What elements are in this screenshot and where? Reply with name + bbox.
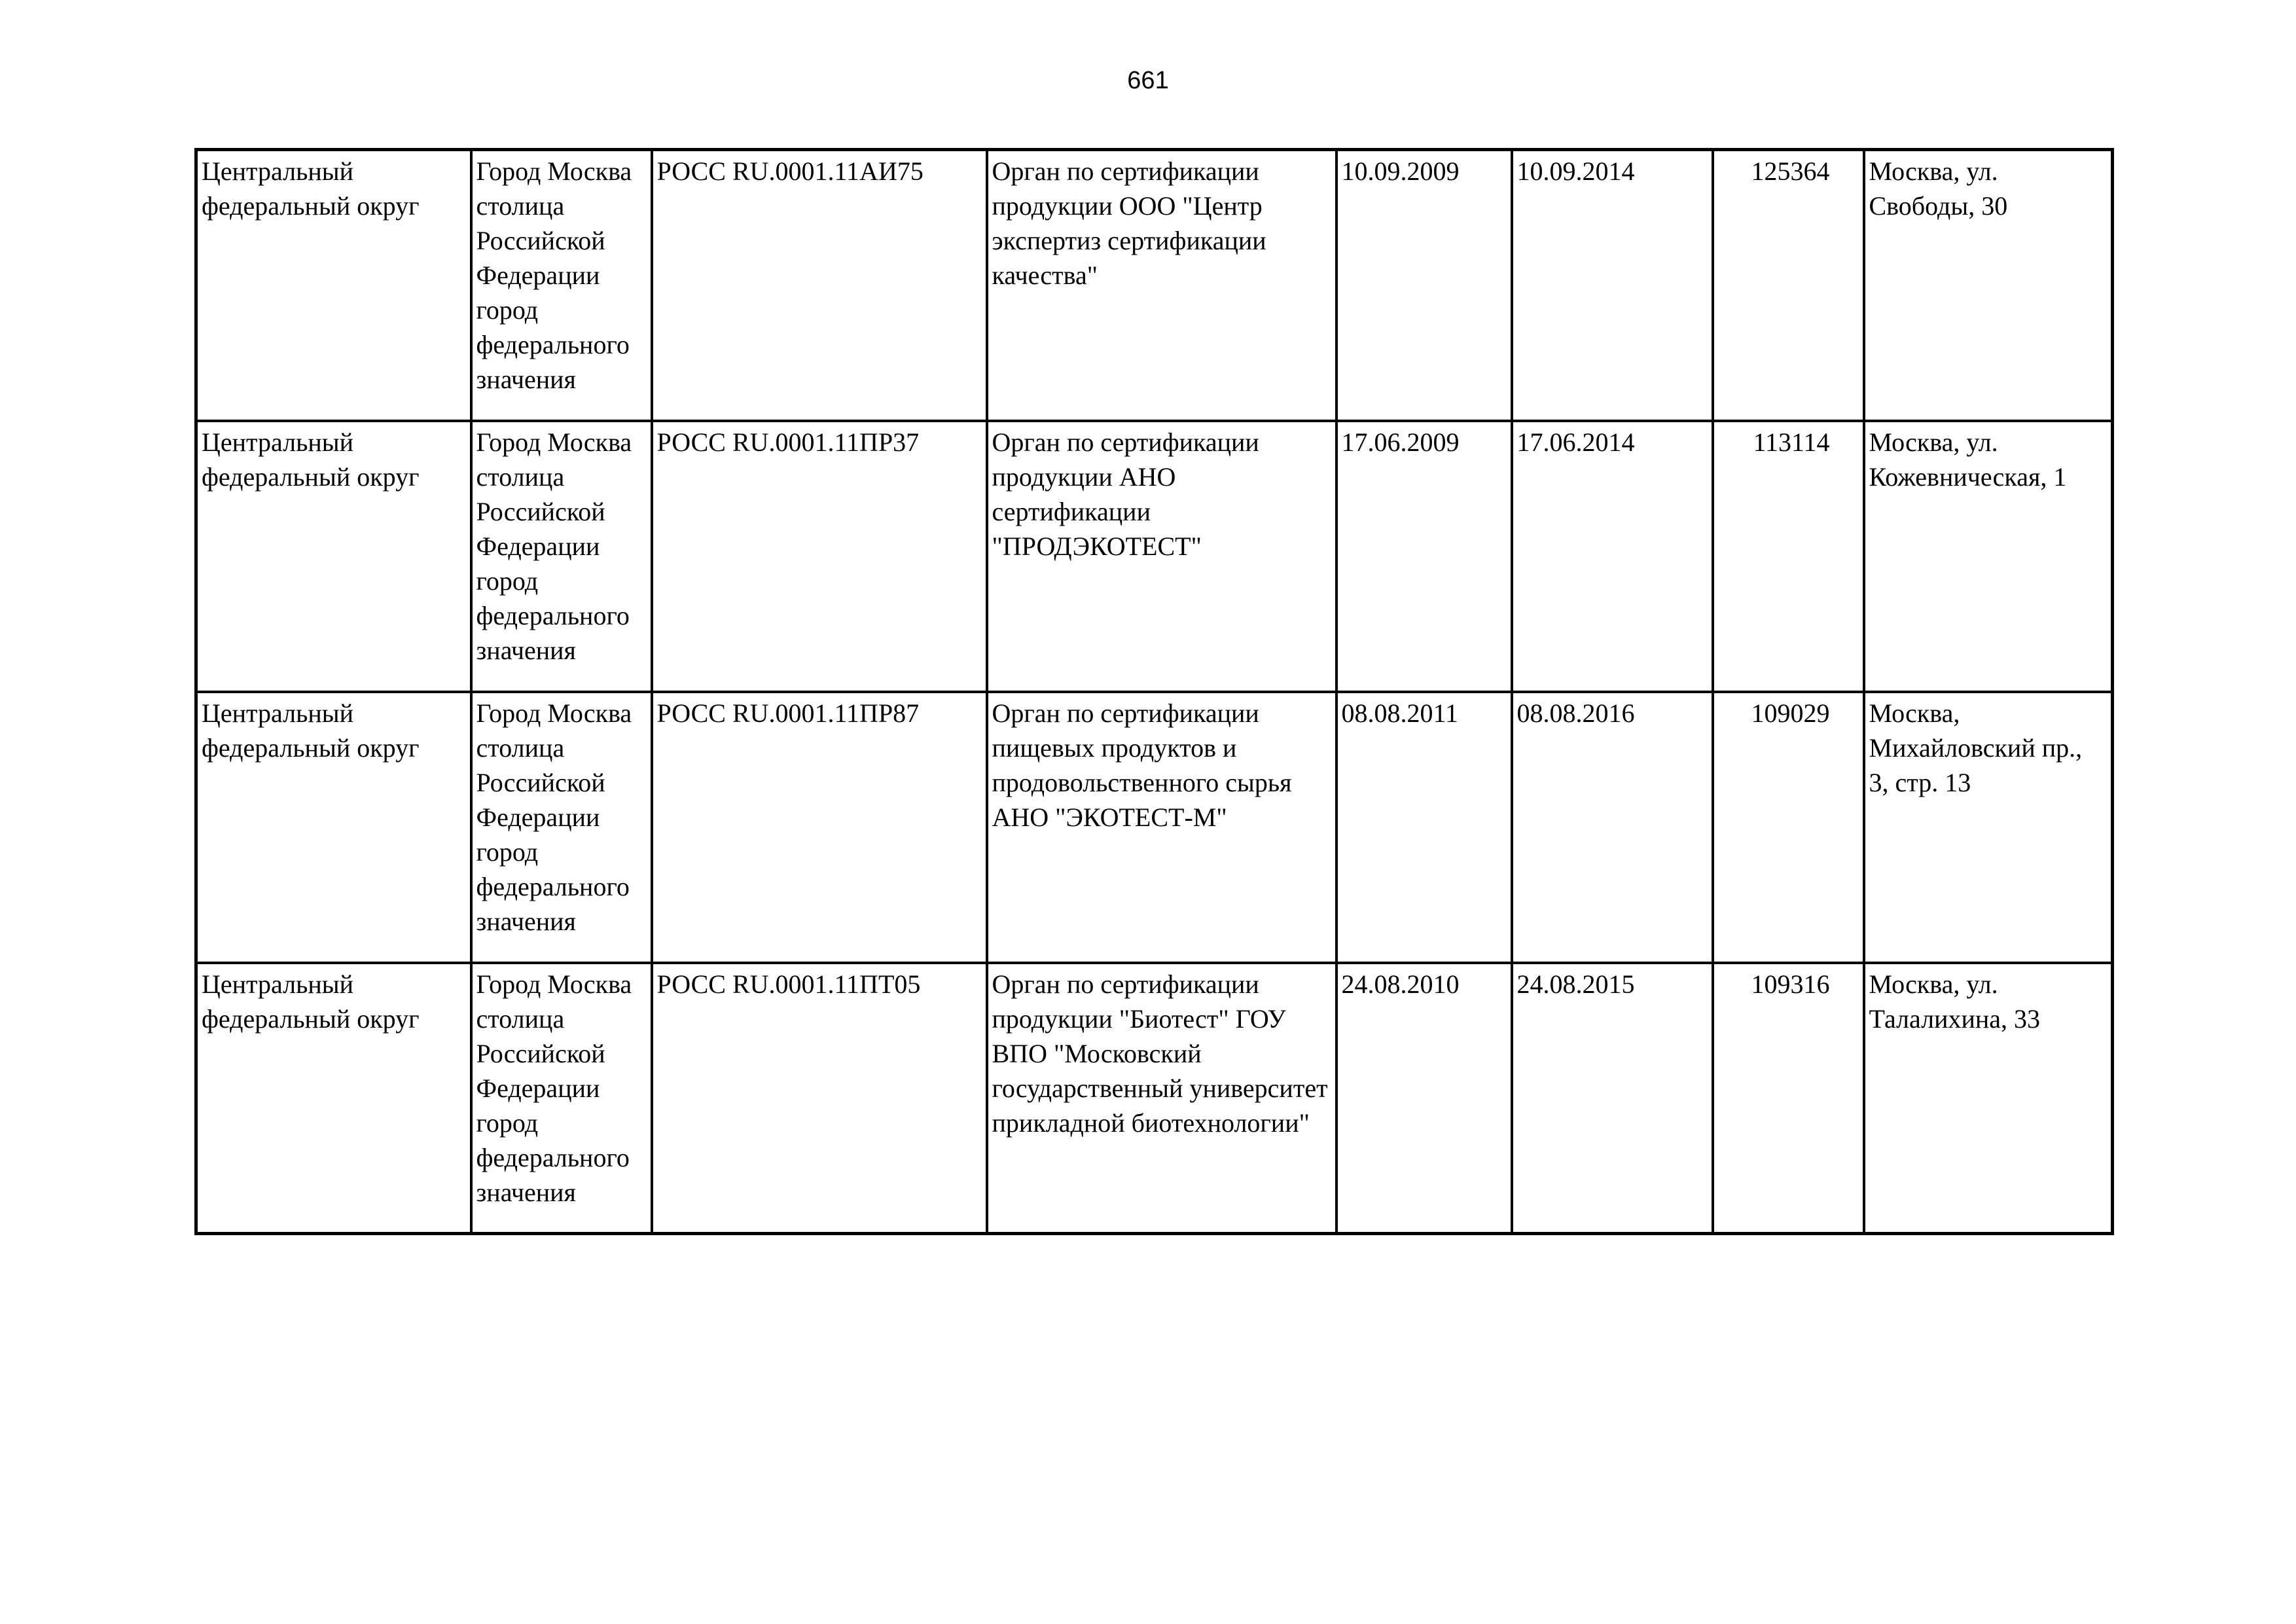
certificate-number-cell: РОСС RU.0001.11ПТ05 [652, 963, 987, 1234]
district-cell: Центральный федеральный округ [196, 150, 471, 421]
district-cell: Центральный федеральный округ [196, 963, 471, 1234]
region-cell: Город Москва столица Российской Федерации город федерального значения [471, 421, 652, 692]
postal-index-cell: 113114 [1713, 421, 1864, 692]
certificate-number-cell: РОСС RU.0001.11АИ75 [652, 150, 987, 421]
address-cell: Москва, ул. Кожевническая, 1 [1864, 421, 2113, 692]
address-cell: Москва, Михайловский пр., 3, стр. 13 [1864, 692, 2113, 963]
postal-index-cell: 109029 [1713, 692, 1864, 963]
region-cell: Город Москва столица Российской Федерации город федерального значения [471, 150, 652, 421]
district-cell: Центральный федеральный округ [196, 692, 471, 963]
address-cell: Москва, ул. Талалихина, 33 [1864, 963, 2113, 1234]
date-from-cell: 17.06.2009 [1336, 421, 1512, 692]
postal-index-cell: 125364 [1713, 150, 1864, 421]
date-to-cell: 08.08.2016 [1512, 692, 1713, 963]
table-row [196, 963, 2113, 1234]
region-cell: Город Москва столица Российской Федерации город федерального значения [471, 692, 652, 963]
page-number: 661 [1127, 67, 1169, 94]
date-to-cell: 24.08.2015 [1512, 963, 1713, 1234]
certificate-number-cell: РОСС RU.0001.11ПР37 [652, 421, 987, 692]
certificate-number-cell: РОСС RU.0001.11ПР87 [652, 692, 987, 963]
certification-body-cell: Орган по сертификации продукции "Биотест" ГОУ ВПО "Московский государственный университет прикладной биотехнологии" [987, 963, 1336, 1234]
certification-bodies-table [194, 148, 2114, 1235]
date-from-cell: 10.09.2009 [1336, 150, 1512, 421]
date-to-cell: 10.09.2014 [1512, 150, 1713, 421]
district-cell: Центральный федеральный округ [196, 421, 471, 692]
certification-body-cell: Орган по сертификации продукции ООО "Центр экспертиз сертификации качества" [987, 150, 1336, 421]
certification-body-cell: Орган по сертификации пищевых продуктов и продовольственного сырья АНО "ЭКОТЕСТ-М" [987, 692, 1336, 963]
date-to-cell: 17.06.2014 [1512, 421, 1713, 692]
postal-index-cell: 109316 [1713, 963, 1864, 1234]
table-row [196, 692, 2113, 963]
address-cell: Москва, ул. Свободы, 30 [1864, 150, 2113, 421]
table-row [196, 150, 2113, 421]
region-cell: Город Москва столица Российской Федерации город федерального значения [471, 963, 652, 1234]
date-from-cell: 08.08.2011 [1336, 692, 1512, 963]
certification-body-cell: Орган по сертификации продукции АНО сертификации "ПРОДЭКОТЕСТ" [987, 421, 1336, 692]
date-from-cell: 24.08.2010 [1336, 963, 1512, 1234]
table-row [196, 421, 2113, 692]
